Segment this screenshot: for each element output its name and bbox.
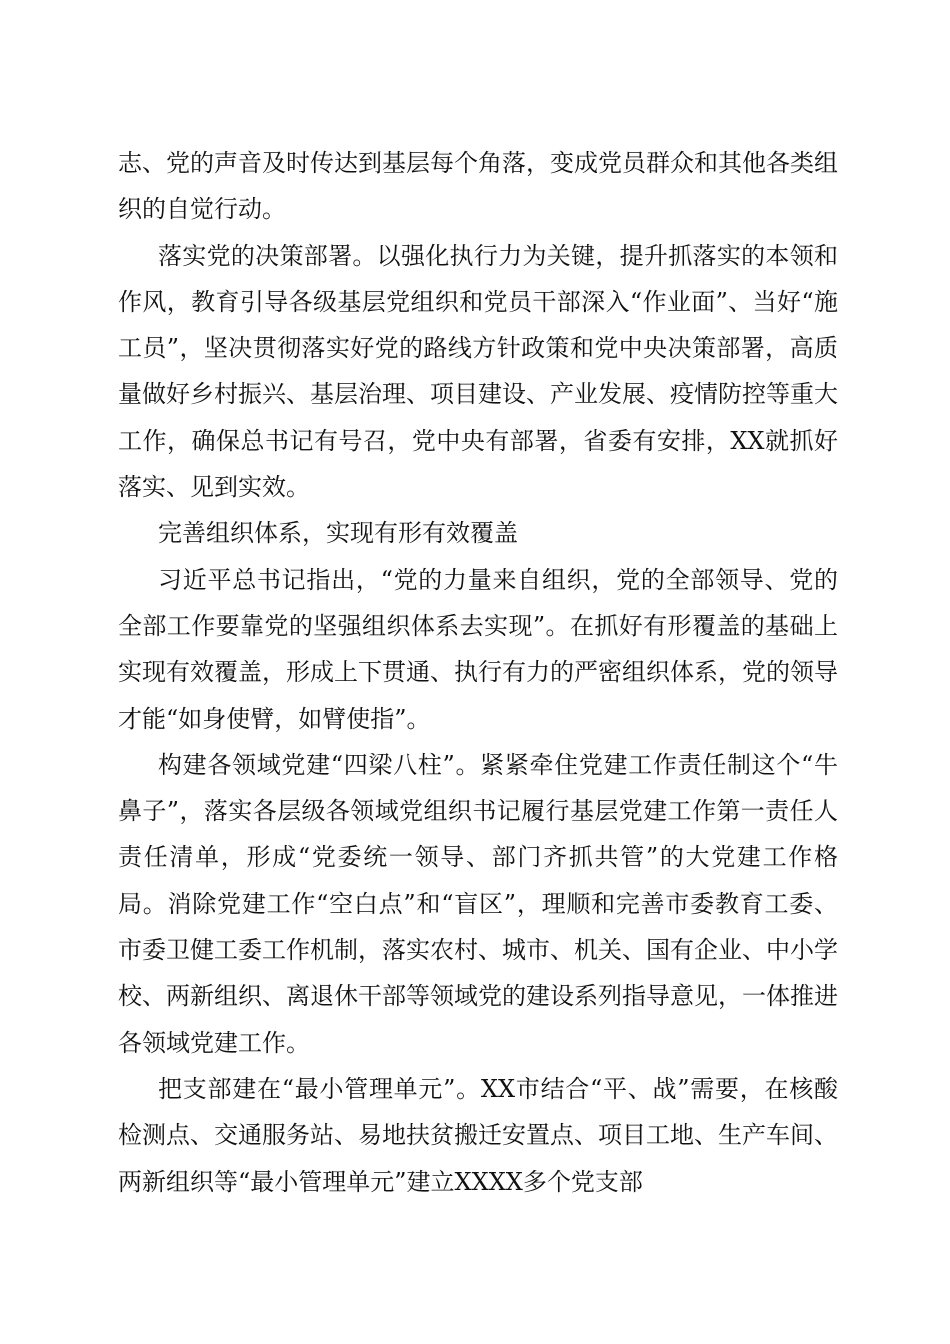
paragraph-quote: 习近平总书记指出，“党的力量来自组织，党的全部领导、党的全部工作要靠党的坚强组织体系去实现”。在抓好有形覆盖的基础上实现有效覆盖，形成上下贯通、执行有力的严密组织体系，党的领导才能“如身使臂，如臂使指”。 (118, 565, 838, 733)
paragraph-implement-decisions: 落实党的决策部署。以强化执行力为关键，提升抓落实的本领和作风，教育引导各级基层党组织和党员干部深入“作业面”、当好“施工员”，坚决贯彻落实好党的路线方针政策和党中央决策部署，高质量做好乡村振兴、基层治理、项目建设、产业发展、疫情防控等重大工作，确保总书记有号召，党中央有部署，省委有安排，XX就抓好落实、见到实效。 (118, 241, 838, 502)
paragraph-continuation: 志、党的声音及时传达到基层每个角落，变成党员群众和其他各类组织的自觉行动。 (118, 149, 838, 224)
paragraph-branch-units: 把支部建在“最小管理单元”。XX市结合“平、战”需要，在核酸检测点、交通服务站、易地扶贫搬迁安置点、项目工地、生产车间、两新组织等“最小管理单元”建立XXXX多个党支部 (118, 1074, 838, 1196)
body-text (118, 140, 838, 1205)
paragraph-party-building: 构建各领域党建“四梁八柱”。紧紧牵住党建工作责任制这个“牛鼻子”，落实各层级各领域党组织书记履行基层党建工作第一责任人责任清单，形成“党委统一领导、部门齐抓共管”的大党建工作格局。消除党建工作“空白点”和“盲区”，理顺和完善市委教育工委、市委卫健工委工作机制，落实农村、城市、机关、国有企业、中小学校、两新组织、离退休干部等领域党的建设系列指导意见，一体推进各领域党建工作。 (118, 750, 838, 1057)
section-heading: 完善组织体系，实现有形有效覆盖 (158, 519, 518, 548)
